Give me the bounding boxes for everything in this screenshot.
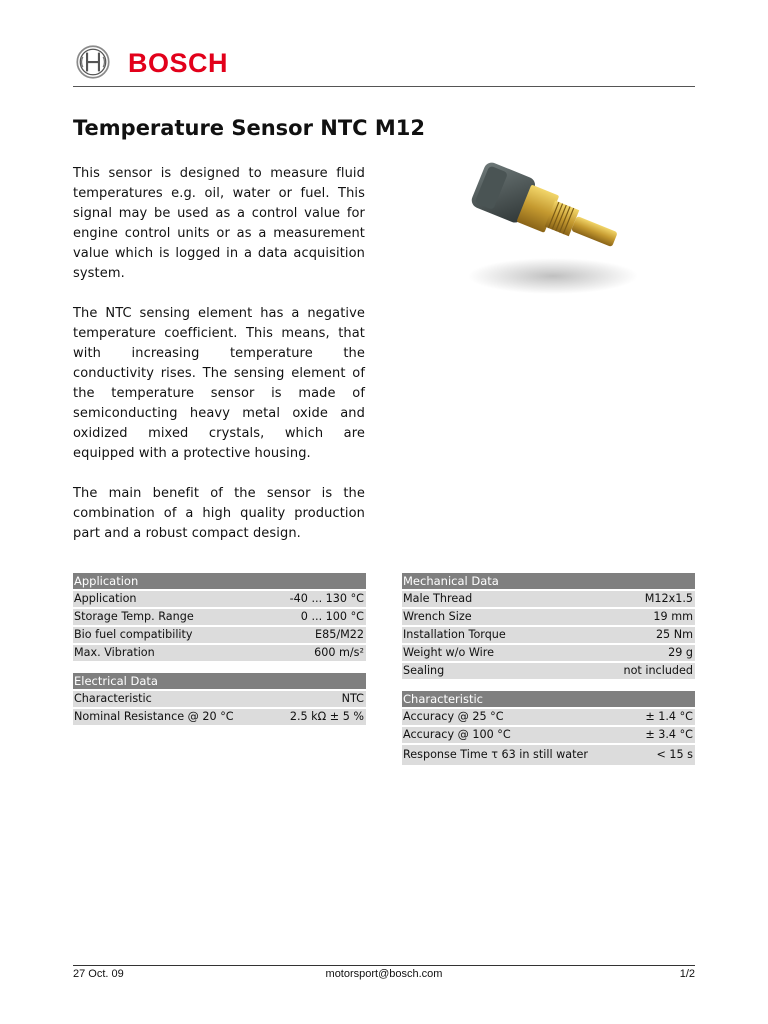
table-heading: Characteristic (402, 691, 695, 707)
description (73, 164, 365, 564)
table-row: Bio fuel compatibility E85/M22 (74, 628, 364, 641)
footer-email: motorsport@bosch.com (325, 968, 443, 980)
table-row: Sealing not included (403, 664, 693, 677)
table-row: Response Time τ 63 in still water < 15 s (402, 745, 695, 765)
table-row: Accuracy @ 25 °C ± 1.4 °C (403, 710, 693, 723)
table-row: Male Thread M12x1.5 (403, 592, 693, 605)
brand-name: BOSCH (128, 48, 229, 78)
table-row: Installation Torque 25 Nm (403, 628, 693, 641)
footer-date: 27 Oct. 09 (73, 968, 124, 980)
table-heading: Mechanical Data (402, 573, 695, 589)
characteristic-table (402, 691, 695, 767)
table-row: Application -40 ... 130 °C (74, 592, 364, 605)
bosch-logo-icon (76, 45, 110, 79)
paragraph-ntc: The NTC sensing element has a negative temperature coefficient. This means, that with increasing temperature the conductivity rises. The sensing element of the temperature sensor is made of semiconducting heavy metal oxide and oxidized mixed crystals, which are equipped with a protective housing. (73, 306, 365, 461)
table-row: Accuracy @ 100 °C ± 3.4 °C (403, 728, 693, 741)
page-header (73, 44, 695, 87)
table-row: Storage Temp. Range 0 ... 100 °C (74, 610, 364, 623)
table-heading: Electrical Data (73, 673, 366, 689)
page-footer (73, 965, 695, 980)
table-row: Weight w/o Wire 29 g (403, 646, 693, 659)
page-title: Temperature Sensor NTC M12 (73, 116, 426, 140)
page-number: 1/2 (679, 968, 695, 980)
table-row: Wrench Size 19 mm (403, 610, 693, 623)
electrical-data-table (73, 673, 366, 727)
table-row: Max. Vibration 600 m/s² (74, 646, 364, 659)
sensor-product-image (448, 158, 638, 298)
paragraph-purpose: This sensor is designed to measure fluid temperatures e.g. oil, water or fuel. This signal may be used as a control value for engine control units or as a measurement value which is logged in a data acquisition system. (73, 166, 365, 281)
table-row: Nominal Resistance @ 20 °C 2.5 kΩ ± 5 % (74, 710, 364, 723)
paragraph-benefit: The main benefit of the sensor is the combination of a high quality production part and a robust compact design. (73, 486, 365, 541)
table-row: Characteristic NTC (74, 692, 364, 705)
mechanical-data-table (402, 573, 695, 681)
application-table (73, 573, 366, 663)
table-heading: Application (73, 573, 366, 589)
